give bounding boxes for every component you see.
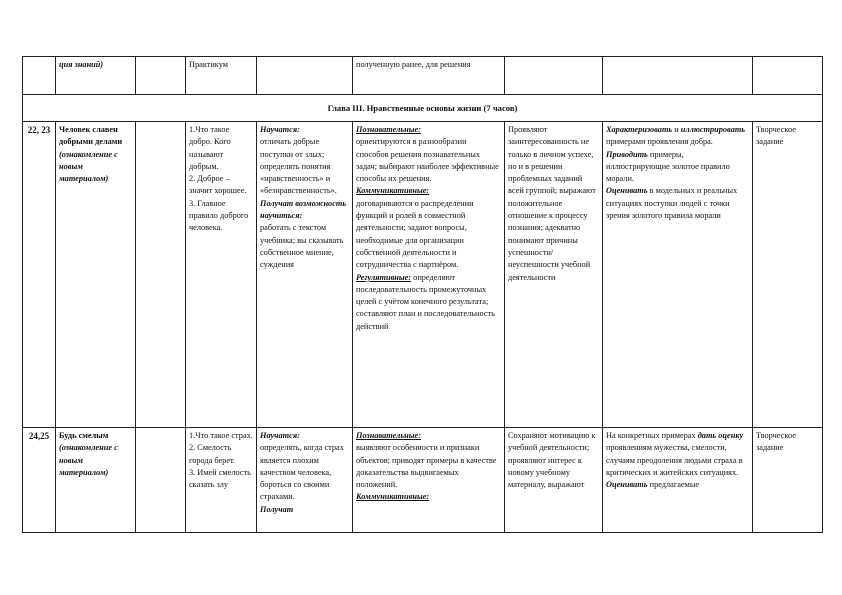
lesson-number: 24,25 [23,428,56,533]
communicative-text: договариваются о распределении функций и ролей в совместной деятельности; задают вопросы, необходимые для организации собственной деятельности и сотрудничества с партнёром. [356,198,474,270]
cognitive-label: Познавательные: [356,125,421,134]
cognitive-text: выявляют особенности и признаки объектов; приводят примеры в качестве доказательства выдвигаемых положений. [356,443,497,490]
topic-lesson-type: (ознакомление с новым материалом) [59,149,118,184]
cell-personal [505,57,603,95]
lesson-content [186,122,257,428]
lesson-control: Творческое задание [753,122,823,428]
lesson-hours [136,428,186,533]
cell-num [23,57,56,95]
cell-content: Практикум [186,57,257,95]
learn-text: отличать добрые поступки от злых; определять понятия «нравственность» и «безнравственность». [260,137,337,196]
learn-label: Научатся: [260,125,300,134]
learn-text: определять, когда страх является плохим качеством человека, бороться со своими страхами. [260,443,344,502]
content-item: 2. Доброе – значит хорошее. [189,174,247,196]
lesson-activities [603,122,753,428]
lesson-personal: Проявляют заинтересованность не только в личном успехе, но и в решении проблемных заданий всей группой; выражают положительное отношение к процессу познания; адекватно понимают причины успешности/неуспешности учебной деятельности [505,122,603,428]
regulative-label: Регулятивные: [356,272,412,282]
chance-label: Получат [260,504,294,514]
activity-2: Приводить примеры, иллюстрирующие золотое правило морали. [606,149,730,184]
regulative-text: определяют последовательность промежуточных целей с учётом конечного результата; составляют план и последовательность действий [356,272,495,331]
learn-label: Научатся: [260,431,300,440]
cell-topic-note: ция знаний) [56,57,136,95]
activity-2: Оценивать предлагаемые [606,480,700,490]
activity-3: Оценивать в модельных и реальных ситуациях поступки людей с точки зрения золотого правила морали [606,186,738,221]
communicative-label: Коммуникативные: [356,492,430,502]
table-row-lesson-24-25 [23,428,823,533]
topic-title: Будь смелым [59,431,109,440]
chance-text: работать с текстом учебника; вы сказывать собственное мнение, суждения [260,223,344,270]
table-row-previous [23,57,823,95]
lesson-plan-table [22,56,823,533]
activity-1: Характеризовать и иллюстрировать примерами проявления добра. [606,125,746,147]
lesson-personal: Сохраняют мотивацию к учебной деятельности; проявляют интерес к новому учебному материалу, выражают [505,428,603,533]
cell-hours [136,57,186,95]
lesson-uud [353,428,505,533]
lesson-number: 22, 23 [23,122,56,428]
lesson-plan-sheet [22,56,822,533]
lesson-control: Творческое задание [753,428,823,533]
cognitive-label: Познавательные: [356,431,421,440]
table-row-lesson-22-23 [23,122,823,428]
topic-title: Человек славен добрыми делами [59,125,123,147]
lesson-topic [56,428,136,533]
topic-lesson-type: (ознакомление с новым материалом) [59,443,118,477]
lesson-content [186,428,257,533]
lesson-topic [56,122,136,428]
cell-control [753,57,823,95]
lesson-subject-results [257,428,353,533]
regulative-block [356,272,501,333]
content-item: 1.Что такое добро. Кого называют добрым. [189,125,231,171]
content-item: 2. Смелость города берет. [189,443,236,465]
activity-1: На конкретных примерах дать оценку проявлениям мужества, смелости, случаям преодоления людьми страха в критических и житейских ситуациях. [606,431,744,477]
communicative-label: Коммуникативные: [356,186,430,196]
cognitive-text: ориентируются в разнообразии способов решения познавательных задач; выбирают наиболее эффективные способы их решения. [356,137,499,184]
cell-activities [603,57,753,95]
content-item: 3. Имей смелость сказать злу [189,467,251,490]
chapter-heading: Глава III. Нравственные основы жизни (7 часов) [23,95,823,122]
chance-label: Получат возможность научиться: [260,198,347,221]
cell-uud: полученную ранее, для решения [353,57,505,95]
lesson-subject-results [257,122,353,428]
chapter-row [23,95,823,122]
lesson-hours [136,122,186,428]
content-item: 3. Главное правило доброго человека. [189,198,249,233]
cell-subject-results [257,57,353,95]
lesson-activities [603,428,753,533]
lesson-uud [353,122,505,428]
content-item: 1.Что такое страх. [189,431,253,440]
